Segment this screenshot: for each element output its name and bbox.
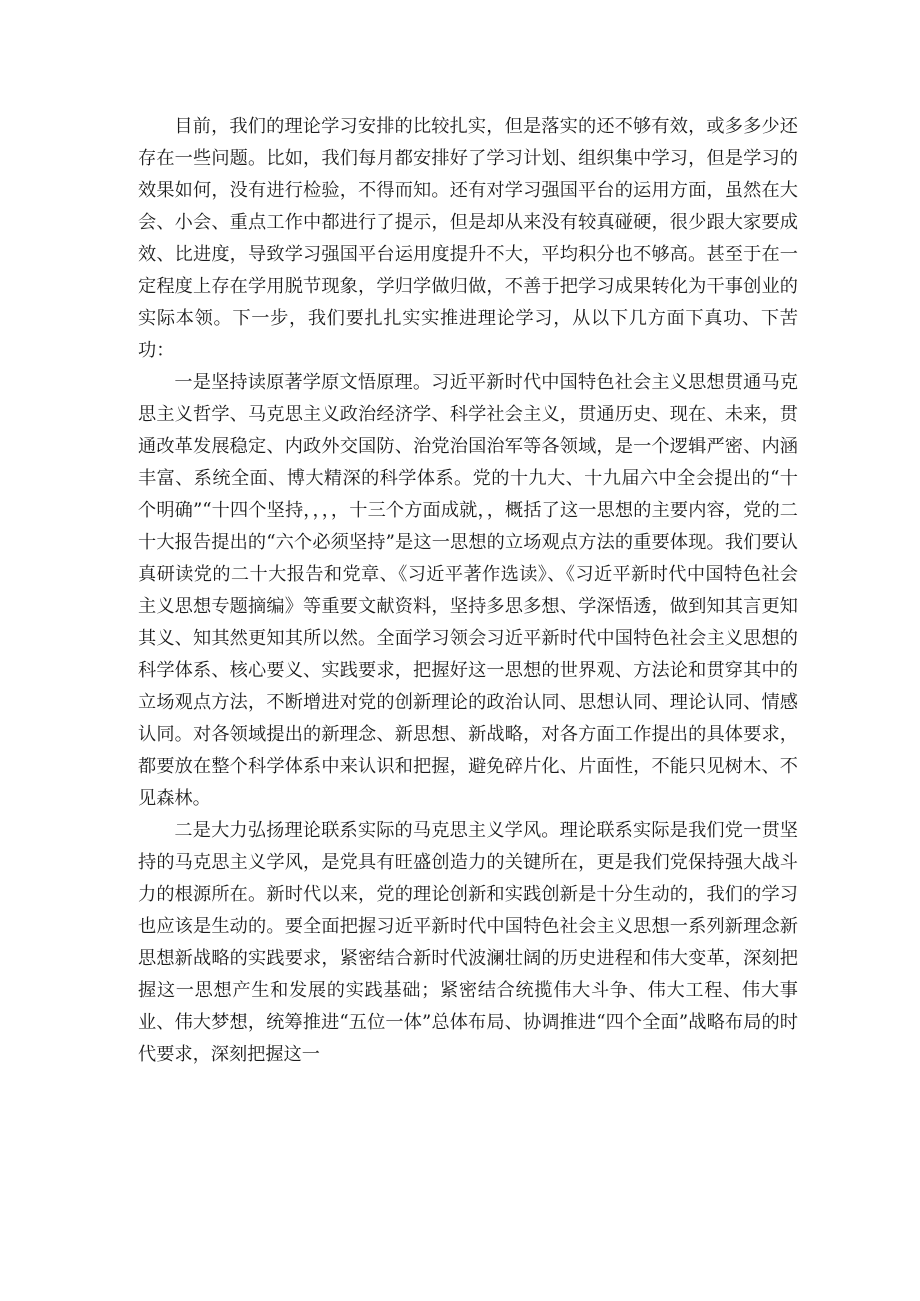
paragraph-theory-study-status: 目前，我们的理论学习安排的比较扎实，但是落实的还不够有效，或多多少还存在一些问题。比如，我们每月都安排好了学习计划、组织集中学习，但是学习的效果如何，没有进行检验，不得而知。还有对学习强国平台的运用方面，虽然在大会、小会、重点工作中都进行了提示，但是却从来没有较真碰硬，很少跟大家要成效、比进度，导致学习强国平台运用度提升不大，平均积分也不够高。甚至于在一定程度上存在学用脱节现象，学归学做归做，不善于把学习成果转化为干事创业的实际本领。下一步，我们要扎扎实实推进理论学习，从以下几方面下真功、下苦功： — [138, 116, 798, 361]
document-body — [138, 111, 798, 1071]
paragraph-theory-practice-style: 二是大力弘扬理论联系实际的马克思主义学风。理论联系实际是我们党一贯坚持的马克思主义学风，是党具有旺盛创造力的关键所在，更是我们党保持强大战斗力的根源所在。新时代以来，党的理论创新和实践创新是十分生动的，我们的学习也应该是生动的。要全面把握习近平新时代中国特色社会主义思想一系列新理念新思想新战略的实践要求，紧密结合新时代波澜壮阔的历史进程和伟大变革，深刻把握这一思想产生和发展的实践基础；紧密结合统揽伟大斗争、伟大工程、伟大事业、伟大梦想，统筹推进“五位一体”总体布局、协调推进“四个全面”战略布局的时代要求，深刻把握这一 — [138, 820, 798, 1065]
paragraph-read-original-works: 一是坚持读原著学原文悟原理。习近平新时代中国特色社会主义思想贯通马克思主义哲学、马克思主义政治经济学、科学社会主义，贯通历史、现在、未来，贯通改革发展稳定、内政外交国防、治党治国治军等各领域，是一个逻辑严密、内涵丰富、系统全面、博大精深的科学体系。党的十九大、十九届六中全会提出的“十个明确”“十四个坚持，，，，十三个方面成就，，概括了这一思想的主要内容，党的二十大报告提出的“六个必须坚持”是这一思想的立场观点方法的重要体现。我们要认真研读党的二十大报告和党章、《习近平著作选读》、《习近平新时代中国特色社会主义思想专题摘编》等重要文献资料，坚持多思多想、学深悟透，做到知其言更知其义、知其然更知其所以然。全面学习领会习近平新时代中国特色社会主义思想的科学体系、核心要义、实践要求，把握好这一思想的世界观、方法论和贯穿其中的立场观点方法，不断增进对党的创新理论的政治认同、思想认同、理论认同、情感认同。对各领域提出的新理念、新思想、新战略，对各方面工作提出的具体要求，都要放在整个科学体系中来认识和把握，避免碎片化、片面性，不能只见树木、不见森林。 — [138, 372, 798, 809]
